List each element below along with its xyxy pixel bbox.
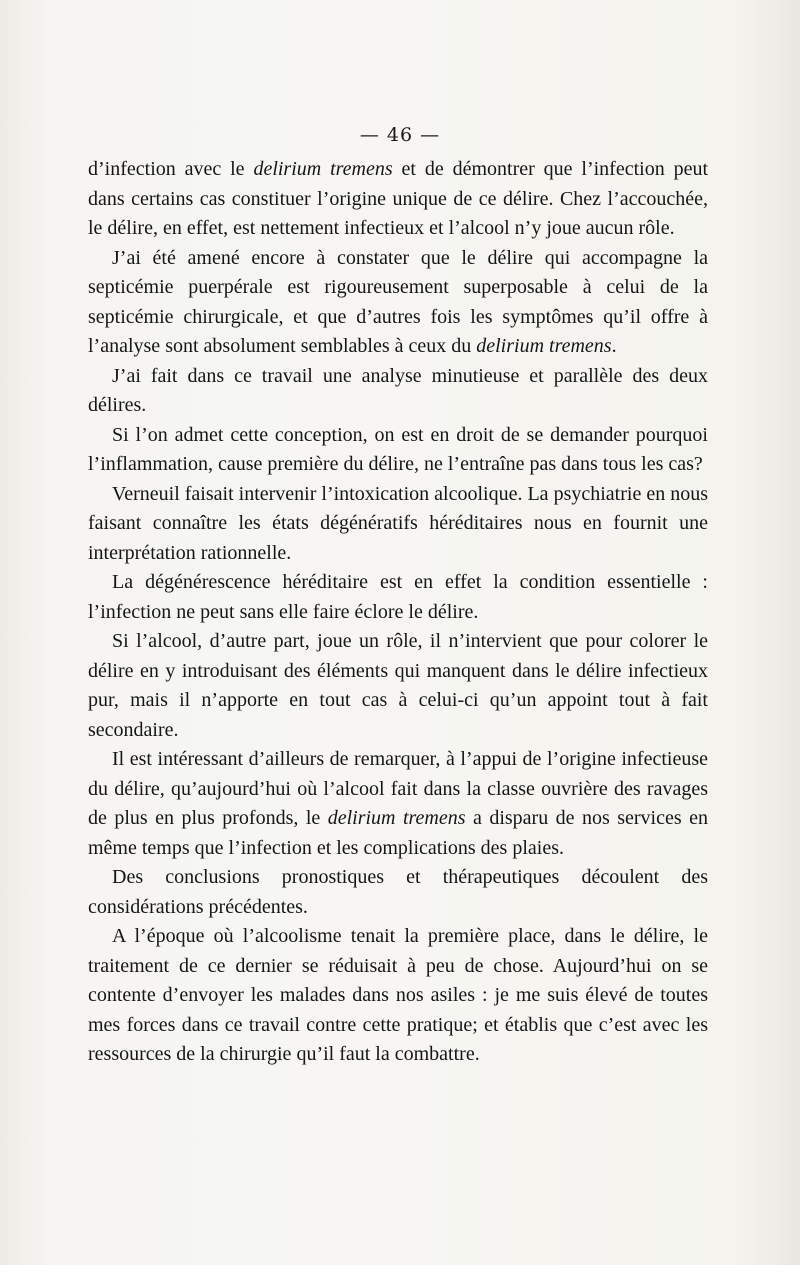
paragraph <box>88 745 708 863</box>
paragraph <box>88 480 708 569</box>
paragraph <box>88 627 708 745</box>
text-segment: Des conclusions pronostiques et thérapeutiques découlent des considérations précédentes. <box>88 866 708 918</box>
italic-term: delirium tremens <box>327 807 466 829</box>
text-segment: Si l’on admet cette conception, on est en droit de se demander pourquoi l’inflammation, cause première du délire, ne l’entraîne pas dans tous les cas? <box>88 423 708 475</box>
text-segment: Verneuil faisait intervenir l’intoxication alcoolique. La psychiatrie en nous faisant connaître les états dégénératifs héréditaires nous en fournit une interprétation rationnelle. <box>88 482 708 564</box>
text-segment: La dégénérescence héréditaire est en effet la condition essentielle : l’infection ne peut sans elle faire éclore le délire. <box>88 571 708 623</box>
text-segment: Il est intéressant d’ailleurs de remarquer, à l’appui de l’origine infectieuse du délire, qu’aujourd’hui où l’alcool fait dans la classe ouvrière des ravages de plus en plus profonds, le <box>88 748 708 829</box>
paragraph <box>88 568 708 627</box>
text-segment: d’infection avec le <box>88 158 254 180</box>
text-segment: et de démontrer que l’infection peut dans certains cas constituer l’origine unique de ce délire. Chez l’accouchée, le délire, en effet, est nettement infectieux et l’alcool n’y joue aucun rôle. <box>88 158 709 239</box>
text-segment: a disparu de nos services en même temps que l’infection et les complications des plaies. <box>88 807 708 859</box>
body-text <box>88 155 708 1070</box>
paragraph <box>88 244 708 362</box>
paragraph <box>88 922 708 1070</box>
text-segment: J’ai fait dans ce travail une analyse minutieuse et parallèle des deux délires. <box>88 364 708 416</box>
paragraph <box>88 362 708 421</box>
italic-term: delirium tremens <box>253 158 393 180</box>
italic-term: delirium tremens <box>476 335 612 357</box>
page-number: — 46 — <box>359 124 441 146</box>
paragraph <box>88 155 708 244</box>
text-segment: Si l’alcool, d’autre part, joue un rôle, il n’intervient que pour colorer le délire en y introduisant des éléments qui manquent dans le délire infectieux pur, mais il n’apporte en tout cas à celui-ci qu’un appoint tout à fait secondaire. <box>88 630 708 741</box>
paragraph <box>88 421 708 480</box>
text-segment: A l’époque où l’alcoolisme tenait la première place, dans le délire, le traitement de ce dernier se réduisait à peu de chose. Aujourd’hui on se contente d’envoyer les malades dans nos asiles : je me suis élevé de toutes mes forces dans ce travail contre cette pratique; et établis que c’est avec les ressources de la chirurgie qu’il faut la combattre. <box>88 925 708 1065</box>
paragraph <box>88 863 708 922</box>
text-segment: J’ai été amené encore à constater que le délire qui accompagne la septicémie puerpérale est rigoureusement superposable à celui de la septicémie chirurgicale, et que d’autres fois les symptômes qu’il offre à l’analyse sont absolument semblables à ceux du <box>88 246 708 357</box>
text-segment: . <box>611 335 617 357</box>
